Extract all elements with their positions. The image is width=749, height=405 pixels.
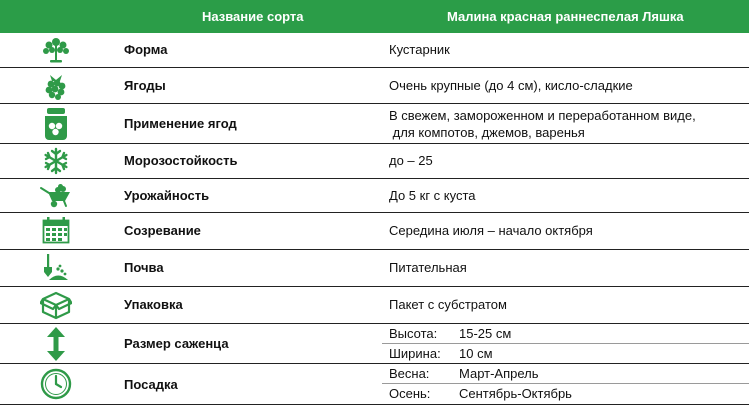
- row-value-line-2: для компотов, джемов, варенья: [389, 125, 585, 140]
- sub-row: [382, 383, 749, 404]
- snowflake-icon: [34, 147, 78, 175]
- sub-row: [382, 364, 749, 383]
- sub-row-key: Весна:: [389, 366, 430, 381]
- tree-icon: [34, 36, 78, 64]
- header-variety-value: Малина красная раннеспелая Ляшка: [447, 9, 684, 24]
- shovel-icon: [34, 253, 78, 283]
- jar-icon: [34, 107, 78, 140]
- table-row: [0, 324, 749, 364]
- clock-icon: [34, 367, 78, 401]
- table-row: [0, 179, 749, 213]
- row-label: Размер саженца: [124, 336, 229, 351]
- row-label: Ягоды: [124, 78, 166, 93]
- row-label: Форма: [124, 42, 168, 57]
- table-row: [0, 287, 749, 324]
- table-row: [0, 364, 749, 405]
- sub-row-value: 15-25 см: [459, 326, 512, 341]
- sub-row-value: Сентябрь-Октябрь: [459, 386, 572, 401]
- row-label: Урожайность: [124, 188, 210, 203]
- sub-row: [382, 343, 749, 363]
- sub-row-value: Март-Апрель: [459, 366, 539, 381]
- sub-row-key: Ширина:: [389, 346, 441, 361]
- calendar-icon: [34, 216, 78, 246]
- table-header: [0, 0, 749, 33]
- row-label: Упаковка: [124, 297, 183, 312]
- table-row: [0, 213, 749, 250]
- row-value: Пакет с субстратом: [389, 297, 507, 312]
- row-value: До 5 кг с куста: [389, 188, 476, 203]
- table-row: [0, 144, 749, 179]
- table-row: [0, 250, 749, 287]
- row-label: Почва: [124, 260, 164, 275]
- row-label: Созревание: [124, 223, 201, 238]
- table-row: [0, 104, 749, 144]
- sub-row-value: 10 см: [459, 346, 493, 361]
- table-row: [0, 68, 749, 104]
- row-value: Середина июля – начало октября: [389, 223, 593, 238]
- sub-row-key: Высота:: [389, 326, 438, 341]
- row-label: Применение ягод: [124, 116, 237, 131]
- header-variety-name: Название сорта: [202, 9, 304, 24]
- sub-row: [382, 324, 749, 343]
- row-label: Посадка: [124, 377, 178, 392]
- sub-row-key: Осень:: [389, 386, 431, 401]
- row-label: Морозостойкость: [124, 153, 238, 168]
- wheelbarrow-icon: [34, 182, 78, 209]
- raspberry-icon: [34, 71, 78, 100]
- table-row: [0, 33, 749, 68]
- box-icon: [34, 290, 78, 320]
- vertical-arrows-icon: [34, 327, 78, 360]
- row-value: Очень крупные (до 4 см), кисло-сладкие: [389, 78, 633, 93]
- row-value-line-1: В свежем, замороженном и переработанном виде,: [389, 108, 696, 123]
- row-value: Кустарник: [389, 42, 450, 57]
- row-value: до – 25: [389, 153, 433, 168]
- row-value: Питательная: [389, 260, 467, 275]
